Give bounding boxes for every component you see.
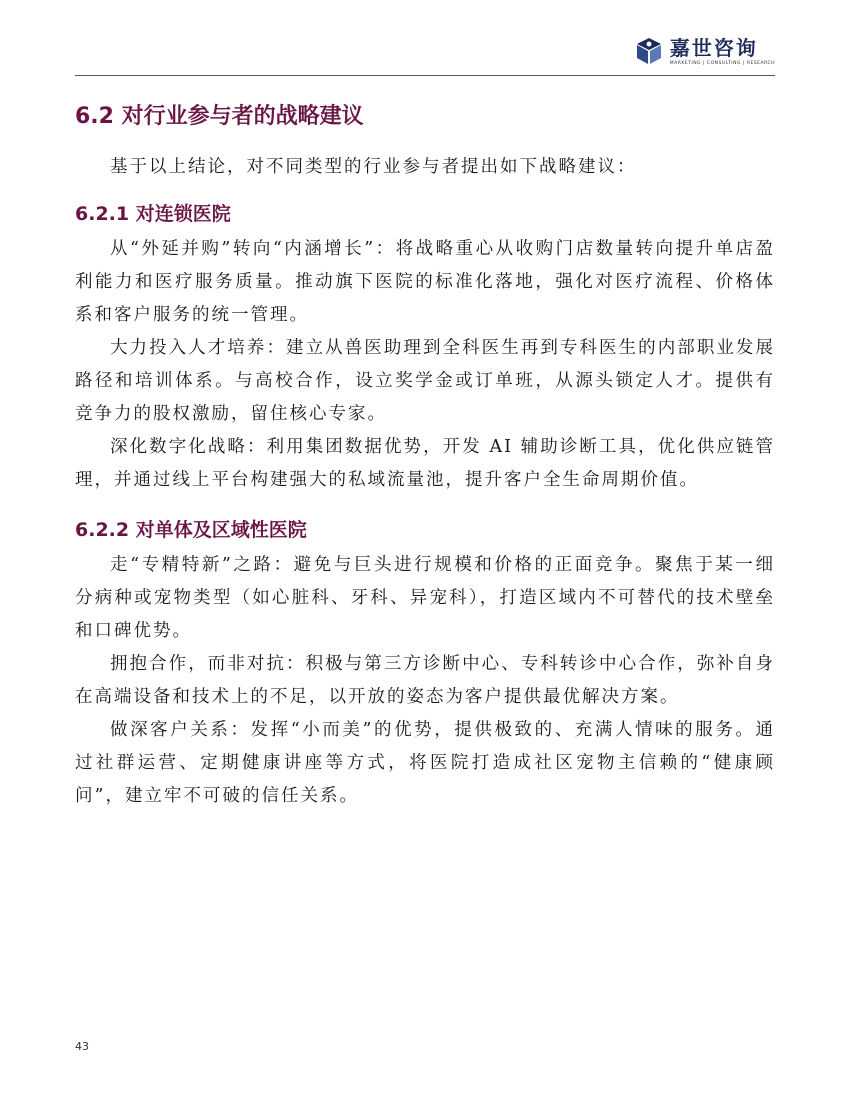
company-name: 嘉世咨询 [669, 35, 758, 60]
section-intro: 基于以上结论，对不同类型的行业参与者提出如下战略建议： [110, 157, 637, 177]
company-logo [634, 36, 775, 66]
section-title: 6.2 对行业参与者的战略建议 [75, 104, 364, 129]
subsection-title-chain-hospitals: 6.2.1 对连锁医院 [75, 203, 231, 225]
paragraph: 从“外延并购”转向“内涵增长”：将战略重心从收购门店数量转向提升单店盈利能力和医疗服务质量。推动旗下医院的标准化落地，强化对医疗流程、价格体系和客户服务的统一管理。 [75, 239, 775, 325]
paragraph: 做深客户关系：发挥“小而美”的优势，提供极致的、充满人情味的服务。通过社群运营、定期健康讲座等方式，将医院打造成社区宠物主信赖的“健康顾问”，建立牢不可破的信任关系。 [75, 720, 775, 806]
paragraph: 深化数字化战略：利用集团数据优势，开发 AI 辅助诊断工具，优化供应链管理，并通过线上平台构建强大的私域流量池，提升客户全生命周期价值。 [75, 437, 775, 490]
page-header [75, 30, 775, 76]
paragraph: 走“专精特新”之路：避免与巨头进行规模和价格的正面竞争。聚焦于某一细分病种或宠物类型（如心脏科、牙科、异宠科），打造区域内不可替代的技术壁垒和口碑优势。 [75, 555, 775, 641]
main-content [75, 100, 775, 813]
cube-logo-icon [634, 36, 664, 66]
paragraph: 大力投入人才培养：建立从兽医助理到全科医生再到专科医生的内部职业发展路径和培训体系。与高校合作，设立奖学金或订单班，从源头锁定人才。提供有竞争力的股权激励，留住核心专家。 [75, 338, 775, 424]
paragraph: 拥抱合作，而非对抗：积极与第三方诊断中心、专科转诊中心合作，弥补自身在高端设备和技术上的不足，以开放的姿态为客户提供最优解决方案。 [75, 654, 775, 707]
page-number: 43 [75, 1040, 89, 1053]
subsection-title-independent-hospitals: 6.2.2 对单体及区域性医院 [75, 519, 307, 541]
company-tagline: MARKETING | CONSULTING | RESEARCH [669, 60, 775, 66]
